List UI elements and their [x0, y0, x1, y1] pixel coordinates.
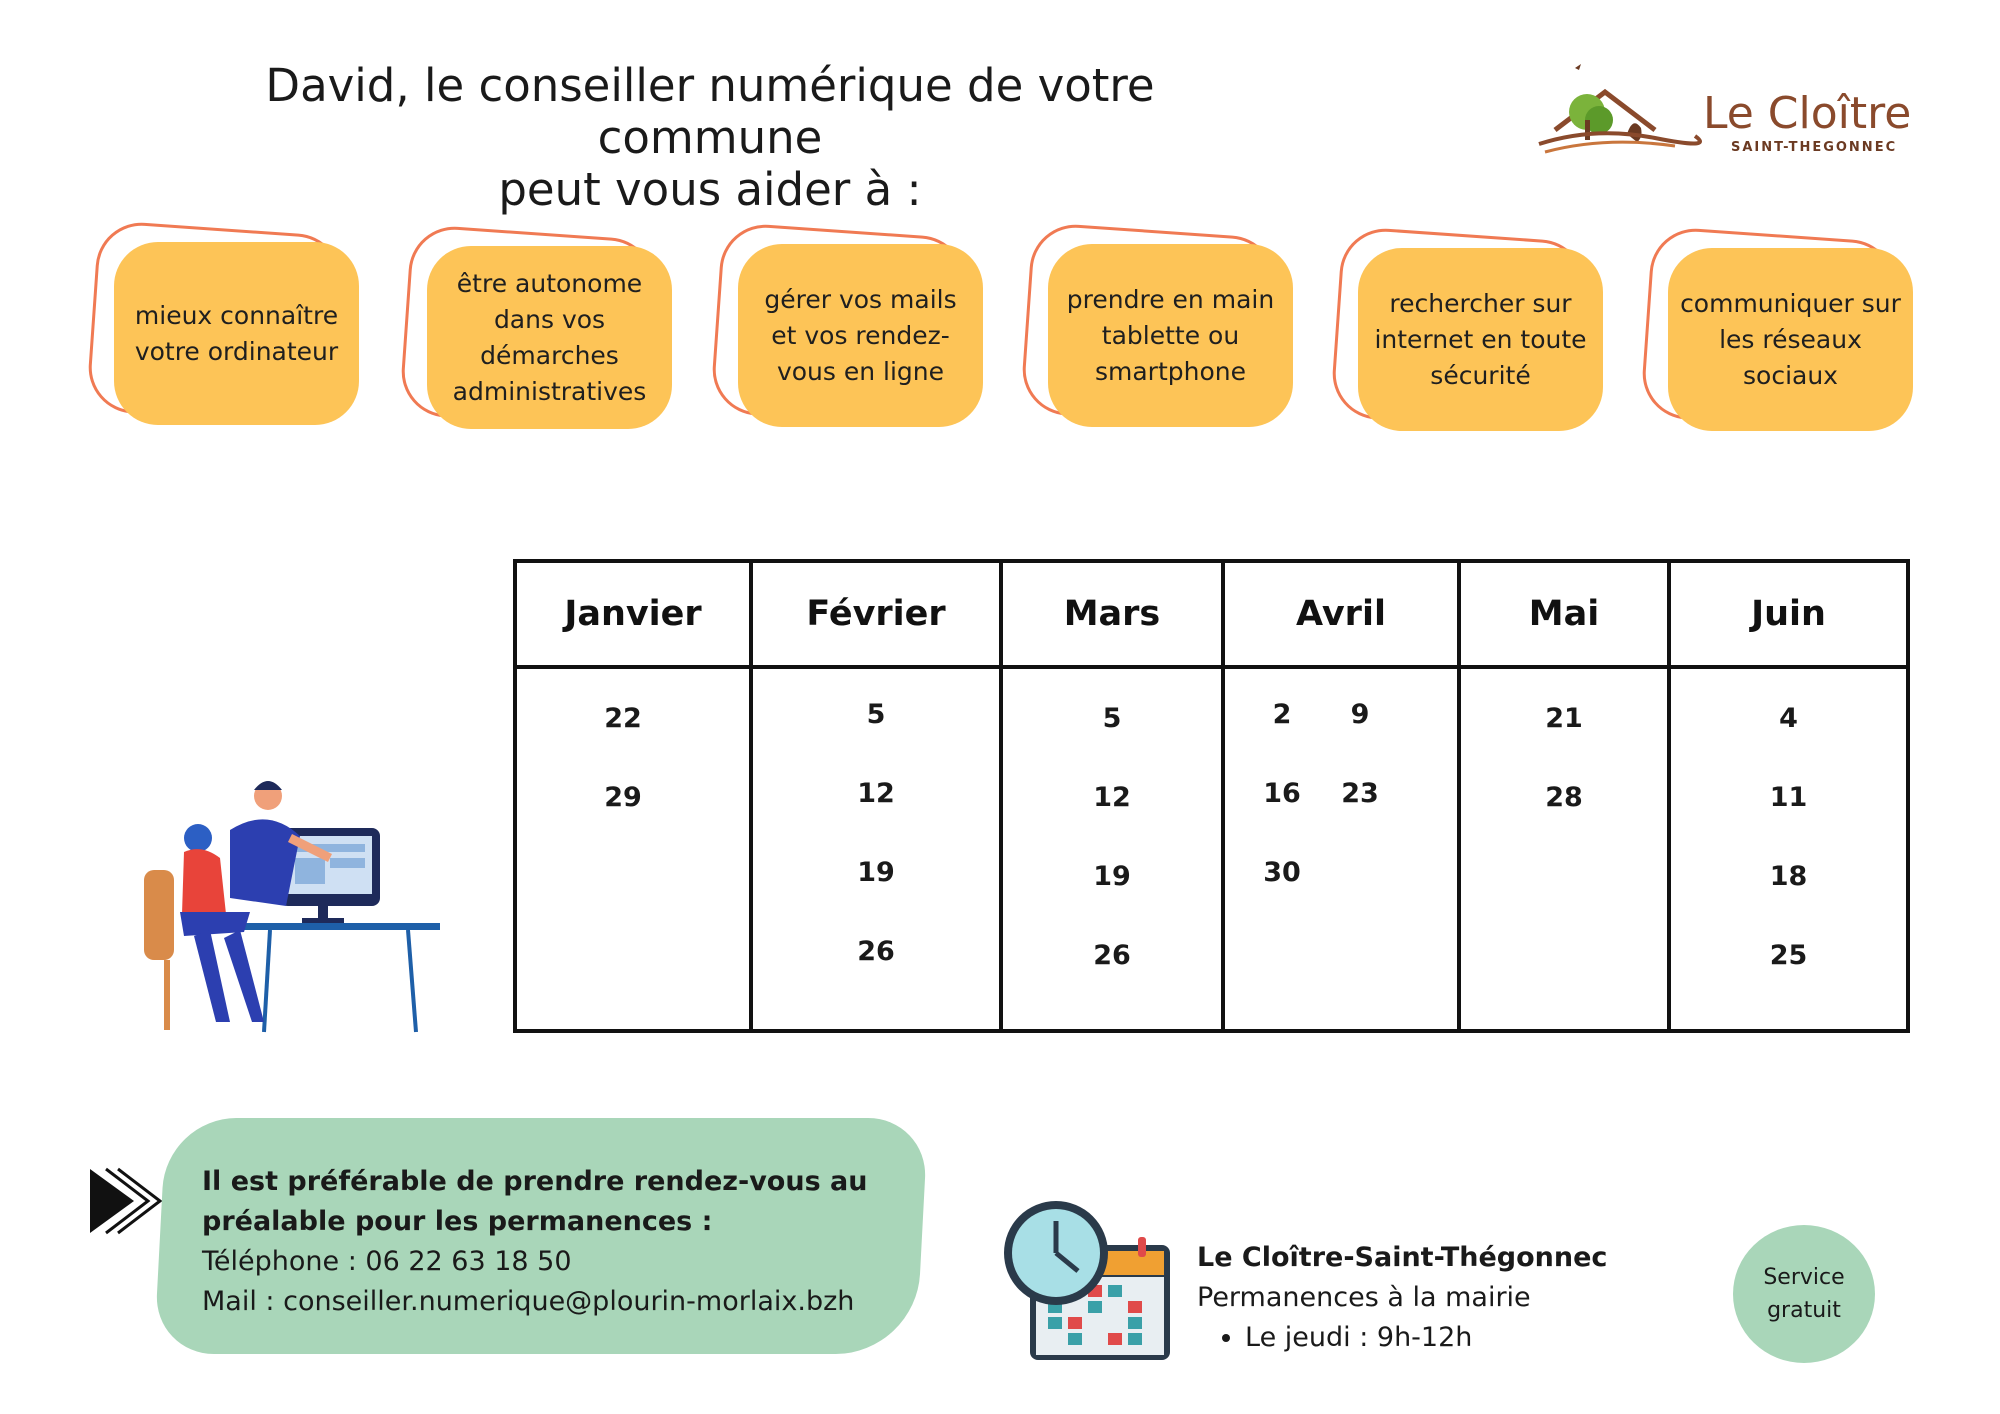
date: 21 [1545, 703, 1583, 734]
date: 18 [1769, 861, 1808, 892]
topic-card [1336, 234, 1596, 434]
date: 29 [604, 782, 642, 813]
month-header: Janvier [515, 561, 751, 667]
logo-subtitle: SAINT-THEGONNEC [1731, 140, 1898, 155]
month-dates-cell [1223, 667, 1459, 1031]
date: 26 [1093, 940, 1131, 971]
topic-card-text: mieux connaître votre ordinateur [114, 242, 359, 425]
month-header: Février [751, 561, 1001, 667]
month-header: Juin [1669, 561, 1908, 667]
date: 19 [857, 857, 895, 888]
date: 4 [1779, 703, 1798, 734]
date: 12 [1093, 782, 1131, 813]
schedule-item: • Le jeudi : 9h-12h [1245, 1318, 1607, 1358]
appointment-intro-line-1: Il est préférable de prendre rendez-vous au [202, 1166, 868, 1197]
free-service-badge [1733, 1225, 1875, 1363]
date: 22 [604, 703, 642, 734]
date: 25 [1769, 940, 1808, 971]
month-header: Avril [1223, 561, 1459, 667]
date: 30 [1263, 857, 1301, 888]
appointment-info [202, 1162, 922, 1322]
topic-card [92, 228, 352, 428]
date: 26 [857, 936, 895, 967]
topic-card-text: gérer vos mails et vos rendez-vous en ligne [738, 244, 983, 427]
calendar-header-row [515, 561, 1908, 667]
location-subtitle: Permanences à la mairie [1197, 1282, 1531, 1313]
appointment-intro-line-2: préalable pour les permanences : [202, 1206, 713, 1237]
logo-emblem-icon [1535, 60, 1705, 160]
page-title [160, 60, 1260, 216]
date: 5 [866, 699, 886, 730]
topic-card-text: communiquer sur les réseaux sociaux [1668, 248, 1913, 431]
email-address: Mail : conseiller.numerique@plourin-morlaix.bzh [202, 1286, 855, 1317]
month-dates-cell [1669, 667, 1908, 1031]
month-dates-cell [751, 667, 1001, 1031]
location-name: Le Cloître-Saint-Thégonnec [1197, 1242, 1608, 1273]
topic-card-text: être autonome dans vos démarches administratives [427, 246, 672, 429]
schedule-list [1197, 1318, 1607, 1358]
calendar-dates-row [515, 667, 1908, 1031]
month-header: Mai [1459, 561, 1669, 667]
date: 2 [1272, 699, 1292, 730]
date: 28 [1545, 782, 1583, 813]
date: 16 [1263, 778, 1301, 809]
date: 9 [1350, 699, 1370, 730]
topic-card-text: rechercher sur internet en toute sécurité [1358, 248, 1603, 431]
calendar-clock-icon [1000, 1195, 1180, 1365]
permanence-calendar [513, 559, 1910, 1033]
badge-line-2: gratuit [1767, 1298, 1841, 1323]
location-info [1197, 1238, 1607, 1358]
date: 5 [1102, 703, 1122, 734]
date: 11 [1769, 782, 1808, 813]
headline-line-2: peut vous aider à : [498, 163, 922, 216]
topic-card [405, 232, 665, 432]
month-dates-cell [1459, 667, 1669, 1031]
date: 23 [1341, 778, 1379, 809]
phone-number: Téléphone : 06 22 63 18 50 [202, 1246, 572, 1277]
month-header: Mars [1001, 561, 1223, 667]
topic-card-text: prendre en main tablette ou smartphone [1048, 244, 1293, 427]
headline-line-1: David, le conseiller numérique de votre commune [265, 59, 1155, 164]
topic-card [716, 230, 976, 430]
topic-card [1026, 230, 1286, 430]
date: 19 [1093, 861, 1131, 892]
month-dates-cell [515, 667, 751, 1031]
logo-title: Le Cloître [1703, 88, 1912, 139]
topic-card [1646, 234, 1906, 434]
commune-logo [1535, 60, 1915, 170]
people-at-computer-illustration [140, 780, 450, 1040]
badge-line-1: Service [1763, 1265, 1845, 1290]
arrow-icon [88, 1165, 172, 1237]
date: 12 [857, 778, 895, 809]
